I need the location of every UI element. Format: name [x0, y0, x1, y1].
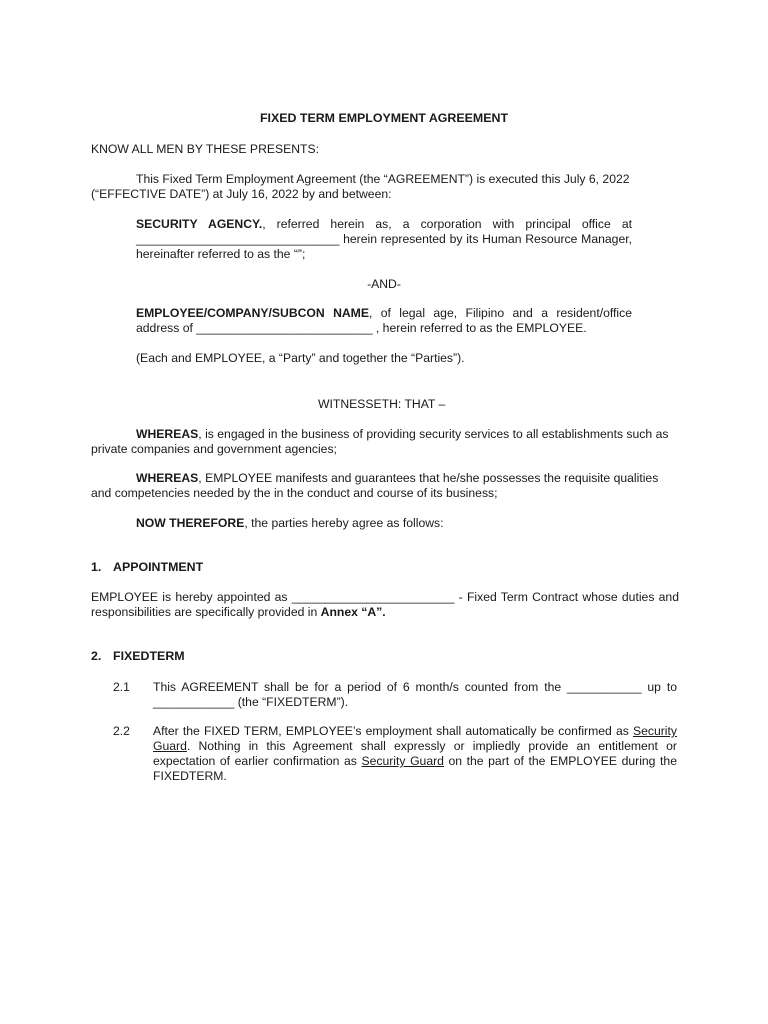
whereas-two-text: , EMPLOYEE manifests and guarantees that he/she possesses the requisite qualities and competencies needed by the in the conduct and course of its business; — [91, 471, 659, 500]
clause-2-2-text-a: After the FIXED TERM, EMPLOYEE’s employment shall automatically be confirmed as — [153, 724, 633, 738]
security-guard-term-2: Security Guard — [361, 754, 444, 768]
section-one-title: APPOINTMENT — [113, 560, 204, 574]
clause-2-2-number: 2.2 — [113, 724, 130, 738]
party-one-text: , referred herein as, a corporation with principal office at ______________________________ herein represented by its Human Resource Manager, hereinafter referred to as the “”; — [136, 217, 632, 261]
now-therefore-text: , the parties hereby agree as follows: — [244, 516, 444, 530]
clause-2-2-text-c: on the part of the EMPLOYEE during the FIXEDTERM. — [153, 754, 677, 783]
now-therefore-paragraph — [136, 516, 444, 531]
section-one-heading — [91, 560, 204, 575]
security-guard-term-1: Security Guard — [153, 724, 677, 753]
section-two-heading — [91, 649, 185, 664]
whereas-one-text: , is engaged in the business of providing security services to all establishments such as private companies and government agencies; — [91, 427, 669, 456]
clause-2-1-text: This AGREEMENT shall be for a period of 6 month/s counted from the ___________ up to ____________ (the “FIXEDTERM”). — [153, 680, 677, 709]
clause-2-2-paragraph — [153, 724, 677, 784]
document-title: FIXED TERM EMPLOYMENT AGREEMENT — [259, 111, 509, 125]
whereas-one-lead: WHEREAS — [136, 427, 199, 441]
intro-line: KNOW ALL MEN BY THESE PRESENTS: — [91, 142, 320, 156]
and-separator: -AND- — [367, 277, 401, 291]
section-one-paragraph — [91, 590, 679, 620]
party-one-name: SECURITY AGENCY. — [136, 217, 263, 231]
whereas-one-paragraph — [91, 427, 676, 457]
section-two-title: FIXEDTERM — [113, 649, 185, 663]
opening-paragraph: This Fixed Term Employment Agreement (the “AGREEMENT”) is executed this July 6, 2022 (“EFFECTIVE DATE”) at July 16, 2022 by and between: — [91, 172, 630, 201]
section-one-number: 1. — [91, 560, 102, 574]
party-one-paragraph — [136, 217, 632, 262]
whereas-two-lead: WHEREAS — [136, 471, 199, 485]
parties-definition: (Each and EMPLOYEE, a “Party” and together the “Parties”). — [136, 351, 465, 365]
annex-reference: Annex “A”. — [320, 605, 386, 619]
party-two-name: EMPLOYEE/COMPANY/SUBCON NAME — [136, 306, 369, 320]
now-therefore-lead: NOW THEREFORE — [136, 516, 245, 530]
section-one-text: EMPLOYEE is hereby appointed as ________________________ - Fixed Term Contract whose duties and responsibilities are specifically provided in — [91, 590, 679, 619]
clause-2-1-number: 2.1 — [113, 680, 130, 694]
witnesseth-line: WITNESSETH: THAT – — [318, 397, 446, 411]
section-two-number: 2. — [91, 649, 102, 663]
party-two-text: , of legal age, Filipino and a resident/office address of __________________________ , herein referred to as the EMPLOYEE. — [136, 306, 632, 335]
clause-2-2-text-b: . Nothing in this Agreement shall expressly or impliedly provide an entitlement or expectation of earlier confirmation as — [153, 739, 677, 768]
party-two-paragraph — [136, 306, 632, 336]
whereas-two-paragraph — [91, 471, 676, 501]
